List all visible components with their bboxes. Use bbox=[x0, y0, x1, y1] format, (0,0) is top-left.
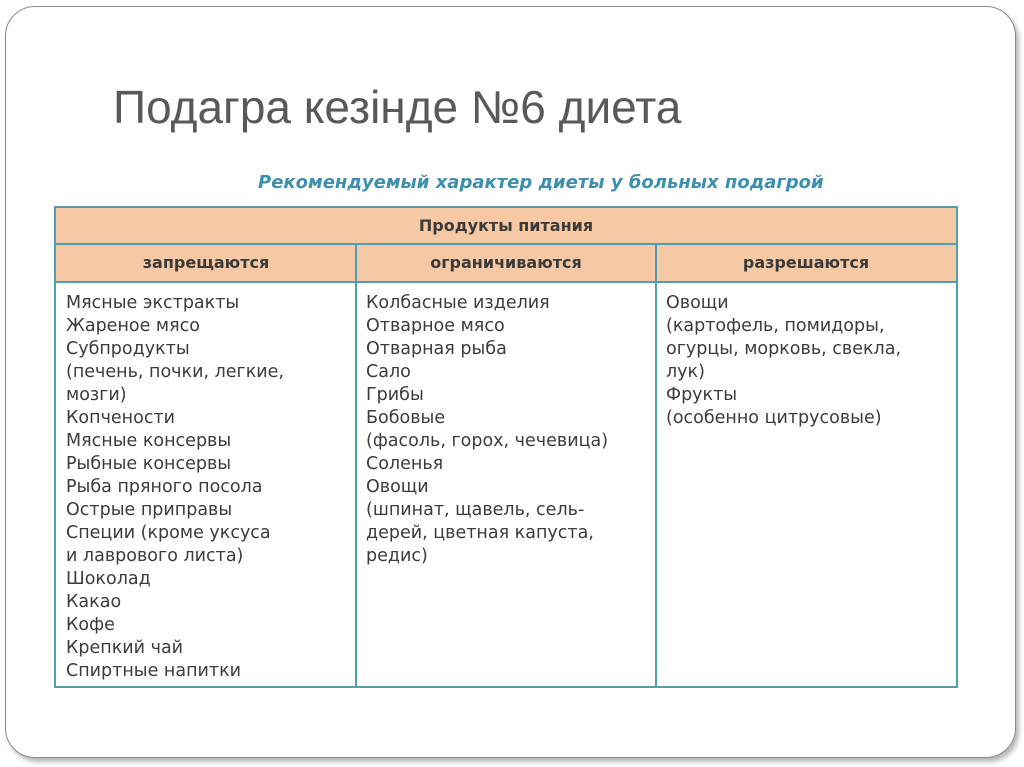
food-item: Крепкий чай bbox=[66, 638, 184, 658]
food-item: Рыбные консервы bbox=[66, 454, 232, 474]
food-item: Спиртные напитки bbox=[66, 661, 242, 681]
food-item: Овощи bbox=[666, 293, 729, 313]
food-item: огурцы, морковь, свекла, bbox=[666, 339, 902, 359]
food-item: (шпинат, щавель, сель- bbox=[366, 500, 585, 520]
food-item: Острые приправы bbox=[66, 500, 233, 520]
food-item: Овощи bbox=[366, 477, 429, 497]
food-item: Мясные консервы bbox=[66, 431, 232, 451]
food-item: Какао bbox=[66, 592, 122, 612]
food-item: Бобовые bbox=[366, 408, 446, 428]
food-item: Соленья bbox=[366, 454, 444, 474]
diet-table bbox=[54, 206, 958, 688]
column-header-limited: ограничиваются bbox=[356, 245, 656, 283]
food-item: Колбасные изделия bbox=[366, 293, 550, 313]
food-item: редис) bbox=[366, 546, 428, 566]
food-item: Отварное мясо bbox=[366, 316, 505, 336]
food-item: мозги) bbox=[66, 385, 127, 405]
slide-title: Подагра кезінде №6 диета bbox=[113, 81, 682, 133]
food-item: Копчености bbox=[66, 408, 176, 428]
food-item: (печень, почки, легкие, bbox=[66, 362, 284, 382]
food-item: (фасоль, горох, чечевица) bbox=[366, 431, 609, 451]
food-item: Жареное мясо bbox=[66, 316, 200, 336]
food-item: (картофель, помидоры, bbox=[666, 316, 885, 336]
food-item: Рыба пряного посола bbox=[66, 477, 263, 497]
food-item: Сало bbox=[366, 362, 411, 382]
food-item: Отварная рыба bbox=[366, 339, 507, 359]
food-item: Шоколад bbox=[66, 569, 151, 589]
food-item: Специи (кроме уксуса bbox=[66, 523, 271, 543]
food-item: Грибы bbox=[366, 385, 424, 405]
column-header-allowed: разрешаются bbox=[656, 245, 956, 283]
forbidden-foods-cell bbox=[56, 292, 356, 683]
food-item: лук) bbox=[666, 362, 705, 382]
food-item: Кофе bbox=[66, 615, 115, 635]
food-item: дерей, цветная капуста, bbox=[366, 523, 594, 543]
food-item: Мясные экстракты bbox=[66, 293, 240, 313]
table-header-products: Продукты питания bbox=[56, 208, 956, 245]
food-item: (особенно цитрусовые) bbox=[666, 408, 882, 428]
allowed-foods-cell bbox=[656, 292, 956, 430]
column-header-forbidden: запрещаются bbox=[56, 245, 356, 283]
table-caption: Рекомендуемый характер диеты у больных подагрой bbox=[258, 172, 824, 193]
food-item: и лаврового листа) bbox=[66, 546, 244, 566]
limited-foods-cell bbox=[356, 292, 656, 568]
food-item: Субпродукты bbox=[66, 339, 190, 359]
food-item: Фрукты bbox=[666, 385, 738, 405]
